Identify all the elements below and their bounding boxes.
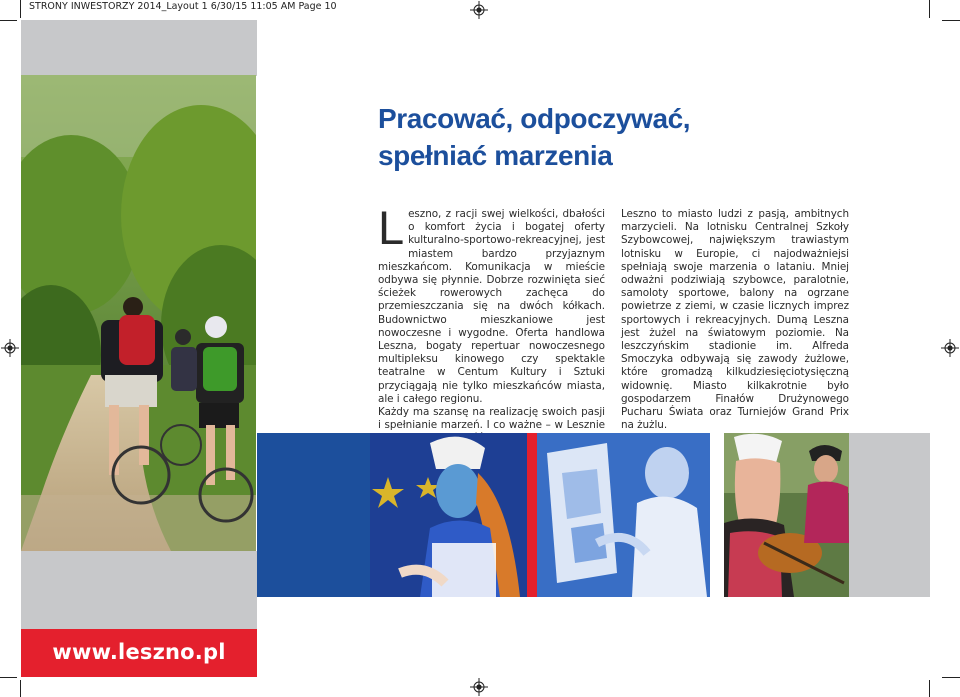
painter-photo [537,433,710,597]
website-banner[interactable] [21,629,257,677]
body-column-left [378,201,605,446]
blue-color-block [257,433,370,597]
crop-mark [929,680,930,697]
grey-panel-bottom [21,551,257,629]
crop-mark [942,677,960,678]
grey-panel-top [21,20,257,76]
crop-mark [929,0,930,18]
folk-violinist-photo [724,433,849,597]
body-paragraph: Każdy ma szansę na realizację swoich pasji i spełnianie marzeń. I co ważne – w Lesznie [378,406,605,432]
red-color-block [527,433,537,597]
body-paragraph-text: eszno, z racji swej wielkości, dbałości o komfort życia i bogatej oferty kulturalno-sportowo-rekreacyjnej, jest miastem bardzo przyjaznym mieszkańcom. Komunikacja w mieście odbywa się płynnie. Dobrze rozwinięta sieć ścieżek rowerowych zachęca do przemieszczania się na dwóch kółkach. Budownictwo mieszkaniowe jest nowoczesne i wygodne. Oferta handlowa Leszna, bogaty repertuar nowoczesnego multipleksu kinowego czy spektakle teatralne w Centum Kultury i Sztuki przyciągają nie tylko mieszkańców miasta, ale i całego regionu. [378,208,605,405]
crop-mark [20,680,21,697]
title-line-1: Pracować, odpoczywać, [378,103,691,134]
crop-mark [942,20,960,21]
body-paragraph [378,201,605,406]
smurf-performer-photo [370,433,527,597]
registration-mark-icon [470,1,488,19]
crop-mark [0,20,17,21]
title-line-2: spełniać marzenia [378,140,613,171]
grey-color-block [849,433,930,597]
print-slug: STRONY INWESTORZY 2014_Layout 1 6/30/15 11:05 AM Page 10 [29,1,337,12]
registration-mark-icon [941,339,959,357]
page-title [378,100,798,174]
body-paragraph: Leszno to miasto ludzi z pasją, ambitnych marzycieli. Na lotnisku Centralnej Szkoły Szybowcowej, największym trawiastym lotnisku w Europie, ci najodważniejsi spełniają swoje marzenia o lataniu. Mniej odważni podziwiają szybowce, paralotnie, samoloty sportowe, balony na ogrzane powietrze z ziemi, w czasie licznych imprez sportowych i rekreacyjnych. Dumą Leszna jest żużel na światowym poziomie. Na leszczyńskim stadionie im. Alfreda Smoczyka odbywają się zawody żużlowe, które gromadzą kilkudziesięciotysięczną widownię. Miasto kilkakrotnie było gospodarzem Finałów Drużynowego Pucharu Świata oraz Turniejów Grand Prix na żużlu. [621,208,849,432]
crop-mark [20,0,21,18]
crop-mark [0,677,17,678]
website-url[interactable]: www.leszno.pl [52,640,226,664]
registration-mark-icon [470,678,488,696]
body-column-right [621,208,849,432]
cyclists-photo [21,75,256,551]
drop-cap: L [378,201,405,254]
registration-mark-icon [1,339,19,357]
